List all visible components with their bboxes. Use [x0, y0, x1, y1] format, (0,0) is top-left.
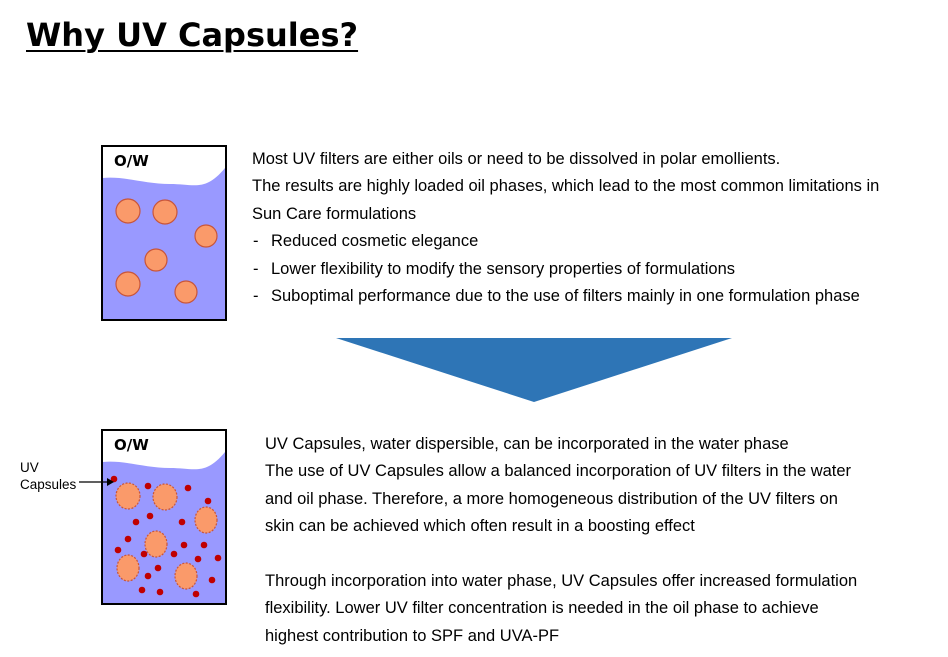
oil-droplet	[145, 531, 167, 557]
text-line: and oil phase. Therefore, a more homogeneous distribution of the UV filters on	[265, 489, 838, 508]
uv-capsules-callout-label	[20, 460, 76, 493]
beaker-label: O/W	[114, 436, 149, 454]
text-line: Sun Care formulations	[252, 204, 417, 223]
text-line: highest contribution to SPF and UVA-PF	[265, 626, 560, 645]
ow-emulsion-beaker	[100, 144, 228, 322]
callout-line: Capsules	[20, 476, 77, 492]
ow-uv-capsules-beaker	[100, 428, 228, 606]
text-line: UV Capsules, water dispersible, can be incorporated in the water phase	[265, 435, 789, 453]
list-item: - Reduced cosmetic elegance	[252, 228, 879, 255]
oil-droplet	[117, 555, 139, 581]
oil-droplet	[195, 507, 217, 533]
oil-droplet	[116, 199, 140, 223]
oil-droplet	[145, 249, 167, 271]
oil-droplet	[175, 563, 197, 589]
text-line: Through incorporation into water phase, UV Capsules offer increased formulation	[265, 572, 858, 591]
text-line: skin can be achieved which often result in a boosting effect	[265, 517, 695, 536]
list-item: - Lower flexibility to modify the sensory properties of formulations	[252, 256, 879, 283]
text-line: flexibility. Lower UV filter concentration is needed in the oil phase to achieve	[265, 599, 819, 618]
limitations-list	[252, 228, 879, 310]
oil-droplet	[153, 484, 177, 510]
oil-droplet	[116, 483, 140, 509]
callout-line: UV	[20, 460, 39, 475]
text-line: The results are highly loaded oil phases, which lead to the most common limitations in	[252, 177, 880, 196]
beaker-label: O/W	[114, 152, 149, 170]
text-line: The use of UV Capsules allow a balanced incorporation of UV filters in the water	[265, 462, 852, 481]
oil-droplet	[116, 272, 140, 296]
oil-droplet	[175, 281, 197, 303]
text-line: Most UV filters are either oils or need to be dissolved in polar emollients.	[252, 150, 781, 168]
top-description	[252, 146, 879, 310]
bottom-description	[265, 431, 857, 650]
oil-droplet	[153, 200, 177, 224]
list-item: - Suboptimal performance due to the use of filters mainly in one formulation phase	[252, 283, 879, 310]
page-title: Why UV Capsules?	[26, 16, 359, 54]
oil-droplet	[195, 225, 217, 247]
callout-arrow-icon	[78, 476, 114, 488]
paragraph-gap	[265, 541, 857, 568]
down-arrow-icon	[334, 336, 734, 404]
